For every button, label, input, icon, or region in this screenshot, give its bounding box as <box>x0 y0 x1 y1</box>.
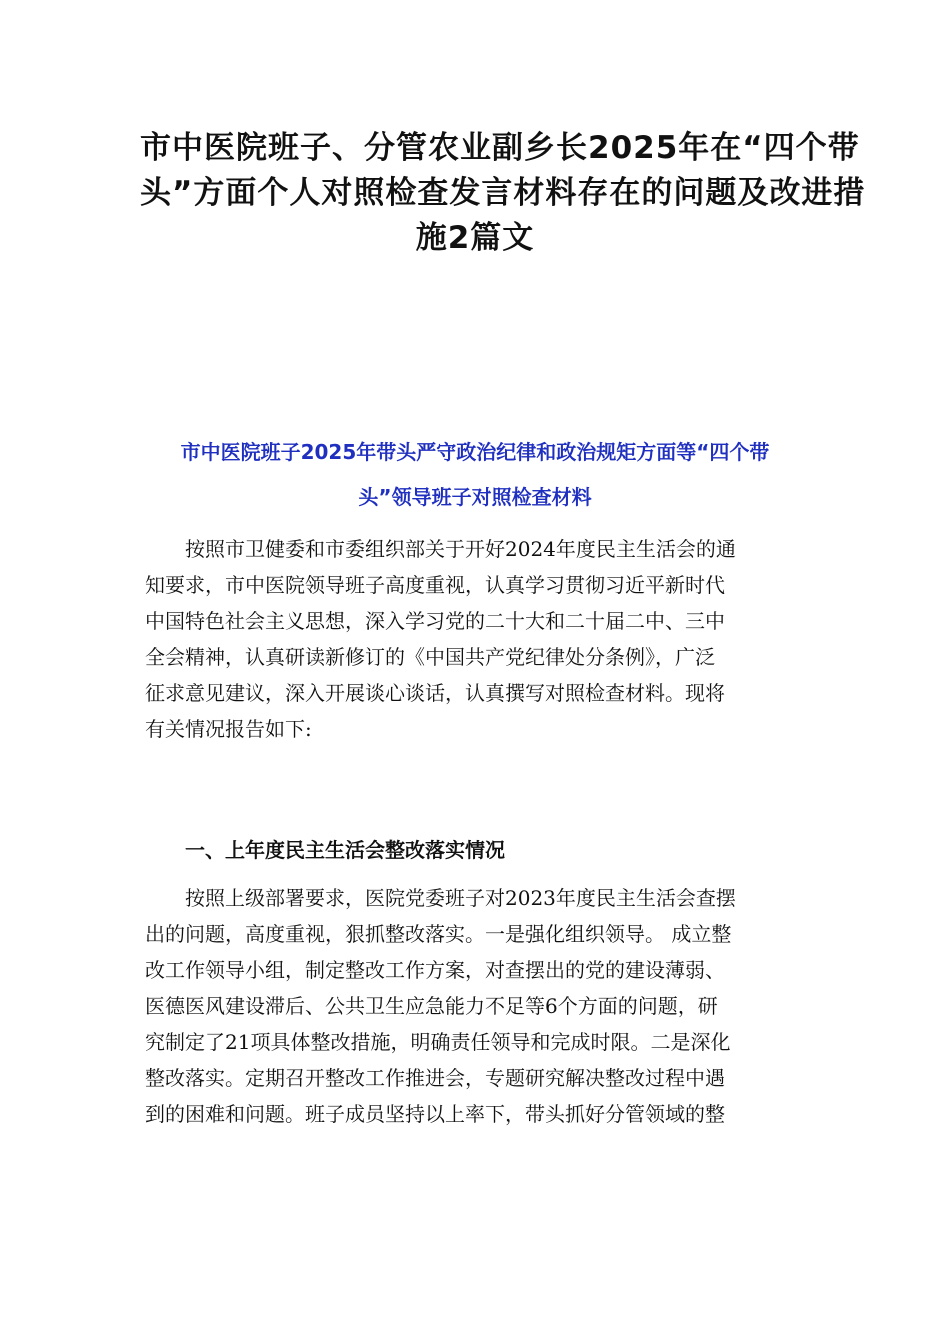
subtitle-line: 市中医院班子2025年带头严守政治纪律和政治规矩方面等“四个带 <box>180 440 770 464</box>
paragraph-line: 按照上级部署要求，医院党委班子对2023年度民主生活会查摆 <box>185 886 736 910</box>
paragraph-line: 医德医风建设滞后、公共卫生应急能力不足等6个方面的问题，研 <box>145 994 718 1018</box>
section-paragraph <box>145 880 810 1132</box>
title-line: 头”方面个人对照检查发言材料存在的问题及改进措 <box>140 175 866 211</box>
paragraph-line: 有关情况报告如下: <box>145 717 312 741</box>
paragraph-line: 整改落实。定期召开整改工作推进会，专题研究解决整改过程中遇 <box>145 1066 725 1090</box>
section-subtitle <box>140 430 810 520</box>
paragraph-line: 全会精神，认真研读新修订的《中国共产党纪律处分条例》，广泛 <box>145 645 715 669</box>
intro-paragraph <box>145 531 810 747</box>
paragraph-line: 出的问题，高度重视，狠抓整改落实。一是强化组织领导。 成立整 <box>145 922 732 946</box>
title-line: 市中医院班子、分管农业副乡长2025年在“四个带 <box>140 130 860 166</box>
paragraph-line: 改工作领导小组，制定整改工作方案，对查摆出的党的建设薄弱、 <box>145 958 725 982</box>
paragraph-line: 究制定了21项具体整改措施，明确责任领导和完成时限。二是深化 <box>145 1030 731 1054</box>
paragraph-line: 按照市卫健委和市委组织部关于开好2024年度民主生活会的通 <box>185 537 736 561</box>
section-heading: 一、上年度民主生活会整改落实情况 <box>185 838 505 862</box>
subtitle-line: 头”领导班子对照检查材料 <box>358 485 592 509</box>
document-title <box>140 126 866 261</box>
paragraph-line: 到的困难和问题。班子成员坚持以上率下，带头抓好分管领域的整 <box>145 1102 725 1126</box>
paragraph-line: 中国特色社会主义思想，深入学习党的二十大和二十届二中、三中 <box>145 609 725 633</box>
title-line: 施2篇文 <box>415 220 535 256</box>
paragraph-line: 知要求，市中医院领导班子高度重视，认真学习贯彻习近平新时代 <box>145 573 725 597</box>
paragraph-line: 征求意见建议，深入开展谈心谈话，认真撰写对照检查材料。现将 <box>145 681 725 705</box>
